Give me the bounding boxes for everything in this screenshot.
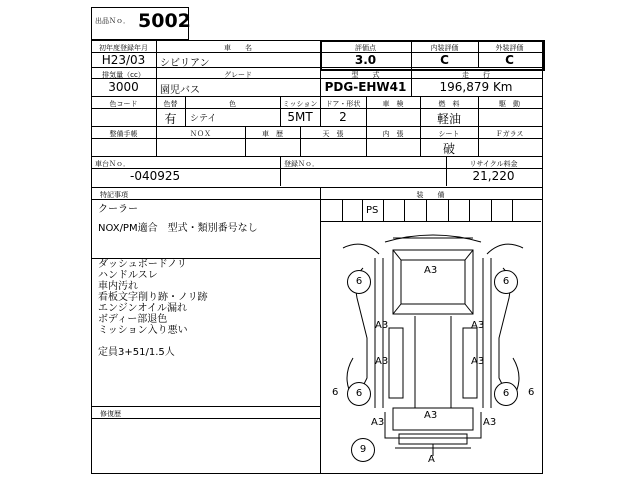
list-item: ハンドルスレ [98,270,158,281]
name-label: 車 名 [224,44,252,52]
list-item: ダッシュボードノリ [98,259,187,270]
mileage: 196,879 Km [439,80,513,94]
reg-label: 登録Ｎｏ． [284,160,319,168]
panel-marker-mr-outer: 6 [528,387,535,398]
seat-condition: 破 [442,142,455,156]
inner-lining-label: 内 張 [382,130,404,138]
year-label: 初年度登録年月 [99,44,148,52]
interior-eval-label: 内装評価 [430,44,459,52]
colorcode-label: 色コード [109,100,138,108]
first-registration: H23/03 [101,53,146,67]
note-line-2: NOX/PM適合 型式・類別番号なし [98,223,258,234]
list-item: ボディー部退色 [98,314,168,325]
interior-grade: C [440,53,449,67]
score-label: 評価点 [355,44,376,52]
roof-label: 天 張 [322,130,344,138]
mileage-label: 走 行 [462,71,490,79]
color-change: 有 [164,112,177,126]
fuel: 軽油 [436,112,461,126]
grade-label: グレード [224,71,252,79]
mission-label: ミッション [282,100,318,108]
model-label: 型 式 [351,71,380,79]
recycle-fee: 21,220 [472,169,515,183]
damage-rear: A3 [424,410,438,421]
panel-marker-mr: 6 [494,382,518,406]
panel-marker-tl: 6 [347,270,371,294]
color: シテイ [190,114,217,124]
damage-rear-left: A3 [371,417,385,428]
color-label: 色 [229,100,236,108]
colorchange-label: 色替 [163,100,178,108]
equipment-ps: PS [366,205,379,216]
damage-roof: A3 [424,265,438,276]
chassis-number: -040925 [130,169,181,183]
damage-left-lower: A3 [375,356,389,367]
list-item: エンジンオイル漏れ [98,303,187,314]
exterior-grade: C [505,53,514,67]
bus-outline [323,198,543,468]
displacement: 3000 [108,80,139,94]
inspection-label: 車 検 [382,100,404,108]
doors: 2 [339,110,347,124]
damage-right-upper: A3 [471,320,485,331]
door-label: ドア・形状 [325,100,361,108]
grade: 園児バス [160,85,200,96]
chassis-label: 車台Ｎｏ． [95,160,130,168]
panel-marker-tr: 6 [494,270,518,294]
history-label: 車 歴 [262,130,283,138]
damage-right-lower: A3 [471,356,485,367]
list-item: 看板文字削り跡・ノリ跡 [98,292,208,303]
fuel-label: 燃 料 [438,100,460,108]
cc-label: 排気量（cc） [102,71,145,79]
note-line-1: クーラー [98,204,138,215]
notes-label: 特記事項 [100,191,128,199]
panel-marker-bottom: 9 [351,438,375,462]
lot-number: 5002 [138,10,191,32]
damage-rear-right: A3 [483,417,497,428]
transmission: 5MT [287,110,313,124]
lot-label: 出品Ｎｏ． [95,17,130,25]
car-name: シビリアン [160,58,210,69]
vehicle-diagram [323,198,543,468]
damage-left-upper: A3 [375,320,389,331]
list-item: ミッション入り悪い [98,325,188,336]
equipment-label: 装 備 [416,191,445,199]
drive-label: 駆 動 [499,100,520,108]
model-code: PDG-EHW41 [324,80,407,94]
recycle-label: リサイクル料金 [469,160,518,168]
manual-label: 整備手帳 [109,130,138,138]
capacity-note: 定員3+51/1.5人 [98,347,175,358]
exterior-eval-label: 外装評価 [495,44,524,52]
panel-marker-ml: 6 [347,382,371,406]
panel-marker-ml-outer: 6 [332,387,339,398]
nox-label: ＮＯＸ [190,130,211,138]
damage-bumper: A [428,454,435,465]
repair-label: 修復歴 [100,410,121,418]
seat-label: シート [438,130,460,138]
evaluation-score: 3.0 [354,53,377,67]
list-item: 車内汚れ [98,281,138,292]
glass-label: Ｆガラス [495,130,524,138]
